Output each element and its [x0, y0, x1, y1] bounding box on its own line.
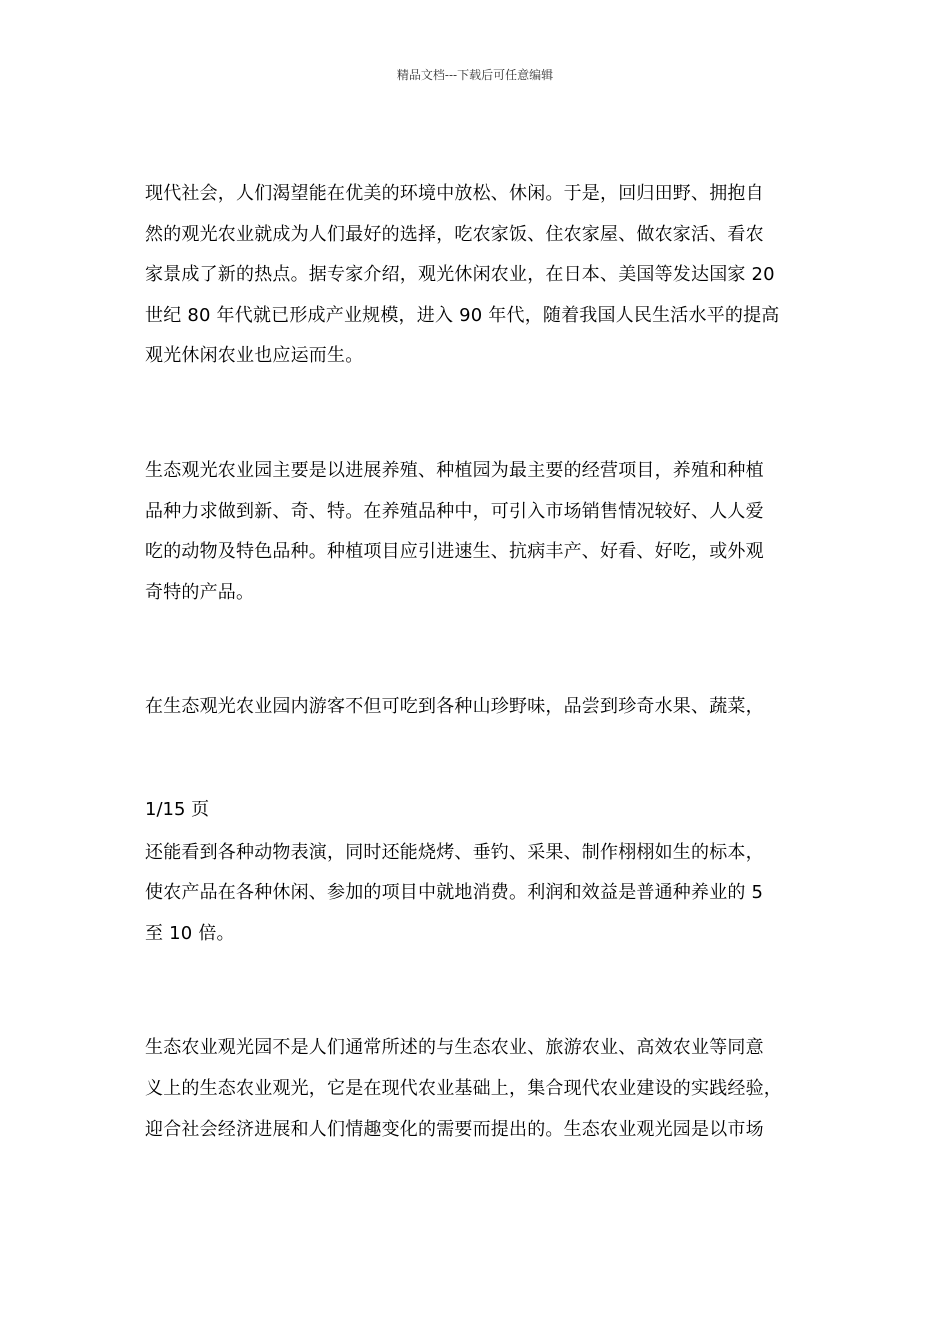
text-line: 品种力求做到新、奇、特。在养殖品种中，可引入市场销售情况较好、人人爱 — [145, 500, 764, 522]
paragraph — [145, 833, 810, 955]
text-line: 家景成了新的热点。据专家介绍，观光休闲农业，在日本、美国等发达国家 20 — [145, 264, 775, 286]
paragraph — [145, 451, 810, 613]
paragraph — [145, 1028, 810, 1150]
text-line: 然的观光农业就成为人们最好的选择，吃农家饭、住农家屋、做农家活、看农 — [145, 223, 764, 245]
document-body — [145, 174, 810, 1150]
text-line: 观光休闲农业也应运而生。 — [145, 345, 364, 367]
text-line: 在生态观光农业园内游客不但可吃到各种山珍野味，品尝到珍奇水果、蔬菜， — [145, 696, 764, 718]
text-line: 使农产品在各种休闲、参加的项目中就地消费。利润和效益是普通种养业的 5 — [145, 882, 764, 904]
text-line: 迎合社会经济进展和人们情趣变化的需要而提出的。生态农业观光园是以市场 — [145, 1118, 764, 1140]
text-line: 现代社会，人们渴望能在优美的环境中放松、休闲。于是，回归田野、拥抱自 — [145, 183, 764, 204]
text-line: 还能看到各种动物表演，同时还能烧烤、垂钓、采果、制作栩栩如生的标本， — [145, 841, 764, 863]
paragraph-spacer — [145, 954, 810, 1028]
text-line: 吃的动物及特色品种。种植项目应引进速生、抗病丰产、好看、好吃，或外观 — [145, 541, 764, 563]
text-line: 义上的生态农业观光，它是在现代农业基础上，集合现代农业建设的实践经验， — [145, 1077, 782, 1099]
text-line: 奇特的产品。 — [145, 581, 255, 603]
paragraph — [145, 174, 810, 377]
text-line: 生态观光农业园主要是以进展养殖、种植园为最主要的经营项目，养殖和种植 — [145, 459, 764, 481]
page-header: 精品文档---下载后可任意编辑 — [396, 68, 554, 82]
text-line: 世纪 80 年代就已形成产业规模，进入 90 年代，随着我国人民生活水平的提高 — [145, 304, 780, 326]
paragraph-spacer — [145, 377, 810, 451]
paragraph — [145, 687, 810, 728]
paragraph-spacer — [145, 613, 810, 687]
text-line: 至 10 倍。 — [145, 922, 235, 944]
paragraph-spacer — [145, 728, 810, 790]
text-line: 生态农业观光园不是人们通常所述的与生态农业、旅游农业、高效农业等同意 — [145, 1037, 764, 1059]
page-number: 1/15 页 — [145, 798, 210, 820]
